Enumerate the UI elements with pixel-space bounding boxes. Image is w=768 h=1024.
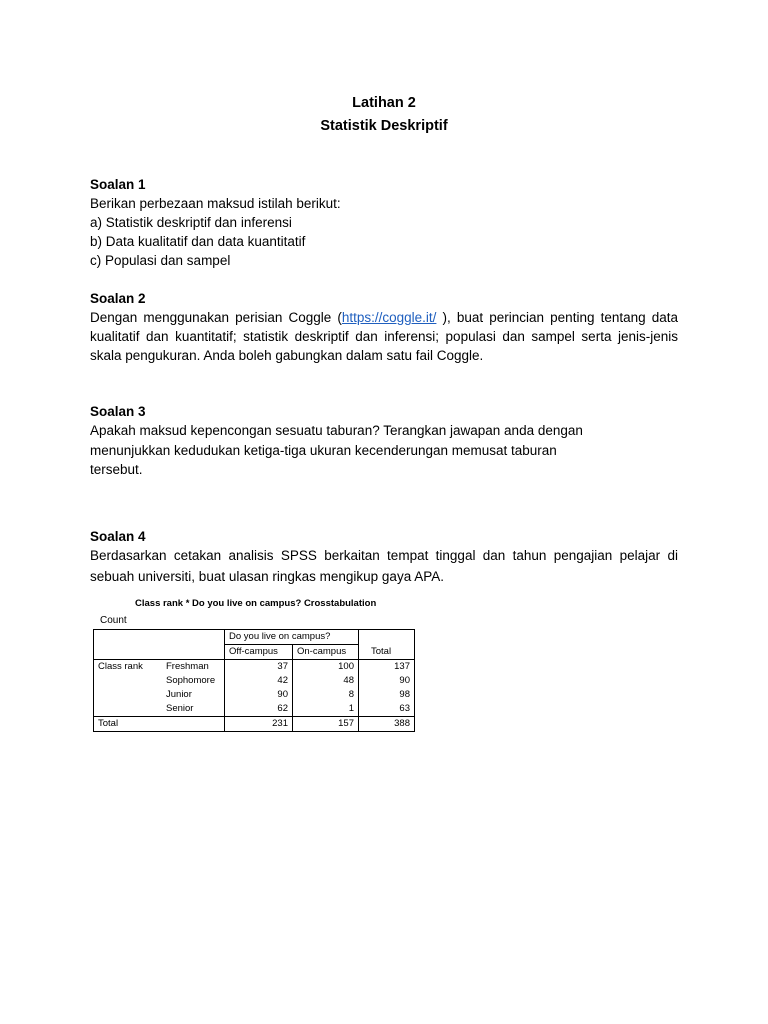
soalan1-item-c: c) Populasi dan sampel — [90, 253, 231, 268]
soalan3-line1: Apakah maksud kepencongan sesuatu taburan? Terangkan jawapan anda dengan — [90, 423, 583, 438]
cell-on-campus: 157 — [293, 717, 359, 732]
total-row-label: Total — [94, 717, 163, 732]
soalan1-item-b: b) Data kualitatif dan data kuantitatif — [90, 234, 306, 249]
col-header-total: Total — [359, 645, 415, 660]
table-header-row — [94, 630, 415, 645]
soalan2-heading: Soalan 2 — [90, 291, 146, 306]
row-group-label: Class rank — [94, 660, 163, 675]
cell-on-campus: 8 — [293, 688, 359, 702]
cell-on-campus: 1 — [293, 702, 359, 717]
group-header: Do you live on campus? — [225, 630, 359, 645]
soalan4-line2: sebuah universiti, buat ulasan ringkas mengikup gaya APA. — [90, 569, 444, 584]
document-subtitle: Statistik Deskriptif — [320, 118, 448, 134]
soalan2-line1 — [90, 310, 678, 325]
table-row — [94, 702, 415, 717]
soalan1-item-a: a) Statistik deskriptif dan inferensi — [90, 215, 292, 230]
soalan2-line2: kualitatif dan kuantitatif; statistik deskriptif dan inferensi; populasi dan sampel serta jenis-jenis — [90, 329, 678, 344]
spss-count-label: Count — [100, 615, 127, 626]
row-label: Senior — [162, 702, 225, 717]
cell-off-campus: 90 — [225, 688, 293, 702]
soalan4-heading: Soalan 4 — [90, 529, 146, 544]
col-header-on-campus: On-campus — [293, 645, 359, 660]
soalan2-line1-pre: Dengan menggunakan perisian Coggle ( — [90, 310, 342, 325]
table-row — [94, 660, 415, 675]
soalan2-line1-post: ), buat perincian penting tentang data — [436, 310, 678, 325]
table-total-row — [94, 717, 415, 732]
soalan3-line3: tersebut. — [90, 462, 143, 477]
cell-total: 63 — [359, 702, 415, 717]
soalan3-line2: menunjukkan kedudukan ketiga-tiga ukuran kecenderungan memusat taburan — [90, 443, 557, 458]
cell-off-campus: 42 — [225, 674, 293, 688]
soalan1-intro: Berikan perbezaan maksud istilah berikut: — [90, 196, 341, 211]
row-label: Junior — [162, 688, 225, 702]
cell-total: 388 — [359, 717, 415, 732]
soalan4-line1: Berdasarkan cetakan analisis SPSS berkaitan tempat tinggal dan tahun pengajian pelajar di — [90, 548, 678, 563]
cell-on-campus: 100 — [293, 660, 359, 675]
cell-off-campus: 62 — [225, 702, 293, 717]
soalan3-heading: Soalan 3 — [90, 404, 146, 419]
coggle-link[interactable]: https://coggle.it/ — [341, 310, 437, 325]
table-row — [94, 674, 415, 688]
row-label: Sophomore — [162, 674, 225, 688]
soalan1-heading: Soalan 1 — [90, 177, 146, 192]
soalan2-line3: skala pengukuran. Anda boleh gabungkan dalam satu fail Coggle. — [90, 348, 484, 363]
cell-total: 90 — [359, 674, 415, 688]
table-header-row — [94, 645, 415, 660]
cell-total: 137 — [359, 660, 415, 675]
cell-total: 98 — [359, 688, 415, 702]
spss-crosstab-table — [93, 629, 415, 732]
spss-table-title: Class rank * Do you live on campus? Crosstabulation — [135, 598, 377, 609]
cell-off-campus: 37 — [225, 660, 293, 675]
cell-on-campus: 48 — [293, 674, 359, 688]
cell-off-campus: 231 — [225, 717, 293, 732]
table-row — [94, 688, 415, 702]
col-header-off-campus: Off-campus — [225, 645, 293, 660]
document-title: Latihan 2 — [352, 95, 416, 111]
row-label: Freshman — [162, 660, 225, 675]
